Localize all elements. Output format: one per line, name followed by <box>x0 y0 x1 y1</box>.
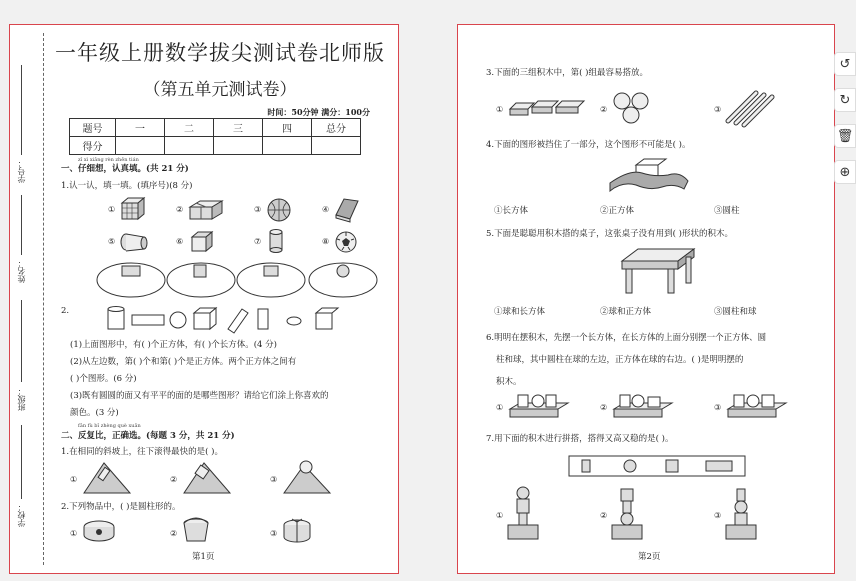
section1-title: 一、仔细想，认真填。(共 21 分) <box>61 164 189 174</box>
shape-category-ovals <box>96 260 399 300</box>
q2-part3: (3)既有圆圆的面又有平平的面的是哪些图形？请给它们涂上你喜欢的 <box>70 391 329 401</box>
q4-option-2: ②正方体 <box>600 206 635 216</box>
rotate-left-icon[interactable]: ↺ <box>834 52 856 76</box>
q7-blocks-box <box>568 455 746 477</box>
option-number: ① <box>108 205 116 214</box>
score-cell[interactable] <box>263 137 312 155</box>
fill-line <box>21 195 22 255</box>
slope-option-1-image <box>82 461 132 495</box>
student-number-label: 学号： <box>17 159 26 183</box>
school-label: 学校： <box>17 503 26 527</box>
cube-image <box>190 230 214 254</box>
geometric-shapes-row <box>106 305 346 333</box>
page-number: 第1页 <box>192 552 215 562</box>
option-number: ① <box>496 105 504 114</box>
q4-text: 4.下面的图形被挡住了一部分，这个图形不可能是( )。 <box>486 140 691 150</box>
q5-option-1: ①球和长方体 <box>494 307 546 317</box>
q2-part2-cont: ( )个图形。(6 分) <box>70 374 137 384</box>
rotate-right-icon[interactable]: ↻ <box>834 88 856 112</box>
q2-part2: (2)从左边数，第( )个和第( )个是正方体。两个正方体之间有 <box>70 357 297 367</box>
fill-line <box>21 300 22 382</box>
rubiks-cube-image <box>120 197 146 223</box>
score-cell[interactable] <box>312 137 361 155</box>
gift-box-image <box>188 199 224 221</box>
option-number: ③ <box>270 529 278 538</box>
pencil-sharpener-image <box>82 519 116 543</box>
q2-number: 2. <box>61 306 70 316</box>
option-number: ① <box>496 403 504 412</box>
score-row-label: 得分 <box>70 137 116 155</box>
covered-shape-image <box>608 157 690 193</box>
option-number: ② <box>600 403 608 412</box>
score-header: 二 <box>165 119 214 137</box>
score-header: 总分 <box>312 119 361 137</box>
soccer-ball-image <box>334 230 358 254</box>
s2-q1-text: 1.在相同的斜坡上，往下滚得最快的是( )。 <box>61 447 223 457</box>
option-number: ① <box>70 529 78 538</box>
option-number: ⑥ <box>176 237 184 246</box>
can-image <box>268 228 284 254</box>
q1-text: 1.认一认，填一填。(填序号)(8 分) <box>61 181 193 191</box>
round-gift-box-image <box>282 515 312 545</box>
section2-pinyin: fǎn fù bǐ zhèng què xuǎn <box>78 423 141 429</box>
option-number: ③ <box>714 511 722 520</box>
flat-blocks-image <box>508 97 586 117</box>
q6-arrangement-3-image <box>726 391 788 419</box>
option-number: ② <box>600 105 608 114</box>
q6-line-1: 6.明明在摆积木，先摆一个长方体，在长方体的上面分别摆一个正方体、圆 <box>486 333 767 343</box>
q6-line-2: 柱和球，其中圆柱在球的左边，正方体在球的右边。( )是明明摆的 <box>496 355 744 365</box>
exam-page-1 <box>9 24 399 574</box>
cylinder-rods-image <box>726 87 776 127</box>
score-header: 题号 <box>70 119 116 137</box>
q7-tower-1-image <box>506 485 540 543</box>
option-number: ② <box>170 529 178 538</box>
q4-option-1: ①长方体 <box>494 206 529 216</box>
option-number: ① <box>496 511 504 520</box>
q6-line-3: 积木。 <box>496 377 522 387</box>
q2-part3-cont: 颜色。(3 分) <box>70 408 119 418</box>
score-cell[interactable] <box>116 137 165 155</box>
q3-text: 3.下面的三组积木中，第( )组最容易搭放。 <box>486 68 648 78</box>
option-number: ⑤ <box>108 237 116 246</box>
q4-option-3: ③圆柱 <box>714 206 740 216</box>
cut-line <box>43 33 44 565</box>
option-number: ③ <box>270 475 278 484</box>
bucket-image <box>182 517 210 545</box>
q7-tower-2-image <box>610 485 644 543</box>
option-number: ① <box>70 475 78 484</box>
q7-tower-3-image <box>724 485 758 543</box>
score-header: 一 <box>116 119 165 137</box>
exam-title: 一年级上册数学拔尖测试卷北师版 <box>55 41 385 65</box>
exam-page-2 <box>457 24 835 574</box>
slope-option-2-image <box>182 461 232 495</box>
option-number: ③ <box>714 105 722 114</box>
score-table <box>69 118 361 155</box>
book-image <box>334 197 360 223</box>
q5-option-3: ③圆柱和球 <box>714 307 757 317</box>
option-number: ⑧ <box>322 237 330 246</box>
slope-option-3-image <box>282 459 332 495</box>
student-name-label: 姓名： <box>17 259 26 283</box>
section2-title: 二、反复比，正确选。(每题 3 分，共 21 分) <box>61 431 235 441</box>
option-number: ② <box>176 205 184 214</box>
q7-text: 7.用下面的积木进行拼搭，搭得又高又稳的是( )。 <box>486 434 674 444</box>
viewer-toolbar <box>834 52 856 196</box>
class-label: 班级： <box>17 387 26 411</box>
section1-pinyin: zǐ xì xiǎng rèn zhēn tián <box>78 157 139 163</box>
q5-option-2: ②球和正方体 <box>600 307 652 317</box>
score-cell[interactable] <box>214 137 263 155</box>
s2-q2-text: 2.下列物品中，( )是圆柱形的。 <box>61 502 181 512</box>
q5-text: 5.下面是聪聪用积木搭的桌子，这张桌子没有用到( )形状的积木。 <box>486 229 733 239</box>
time-info: 时间：50分钟 满分：100分 <box>267 107 370 117</box>
block-table-image <box>618 247 696 297</box>
fill-line <box>21 425 22 499</box>
q2-part1: (1)上面图形中，有( )个正方体，有( )个长方体。(4 分) <box>70 340 277 350</box>
score-cell[interactable] <box>165 137 214 155</box>
option-number: ④ <box>322 205 330 214</box>
student-info-strip <box>10 25 44 573</box>
score-header: 三 <box>214 119 263 137</box>
option-number: ⑦ <box>254 237 262 246</box>
delete-icon[interactable]: 🗑 <box>834 124 856 148</box>
option-number: ③ <box>254 205 262 214</box>
option-number: ③ <box>714 403 722 412</box>
option-number: ② <box>600 511 608 520</box>
add-icon[interactable]: ⊕ <box>834 160 856 184</box>
fill-line <box>21 65 22 155</box>
toilet-roll-image <box>120 231 148 253</box>
q6-arrangement-2-image <box>612 391 674 419</box>
exam-subtitle: （第五单元测试卷） <box>143 80 297 100</box>
basketball-image <box>266 197 292 223</box>
page-number: 第2页 <box>638 552 661 562</box>
option-number: ② <box>170 475 178 484</box>
q6-arrangement-1-image <box>508 391 570 419</box>
stacked-balls-image <box>612 89 652 125</box>
score-header: 四 <box>263 119 312 137</box>
